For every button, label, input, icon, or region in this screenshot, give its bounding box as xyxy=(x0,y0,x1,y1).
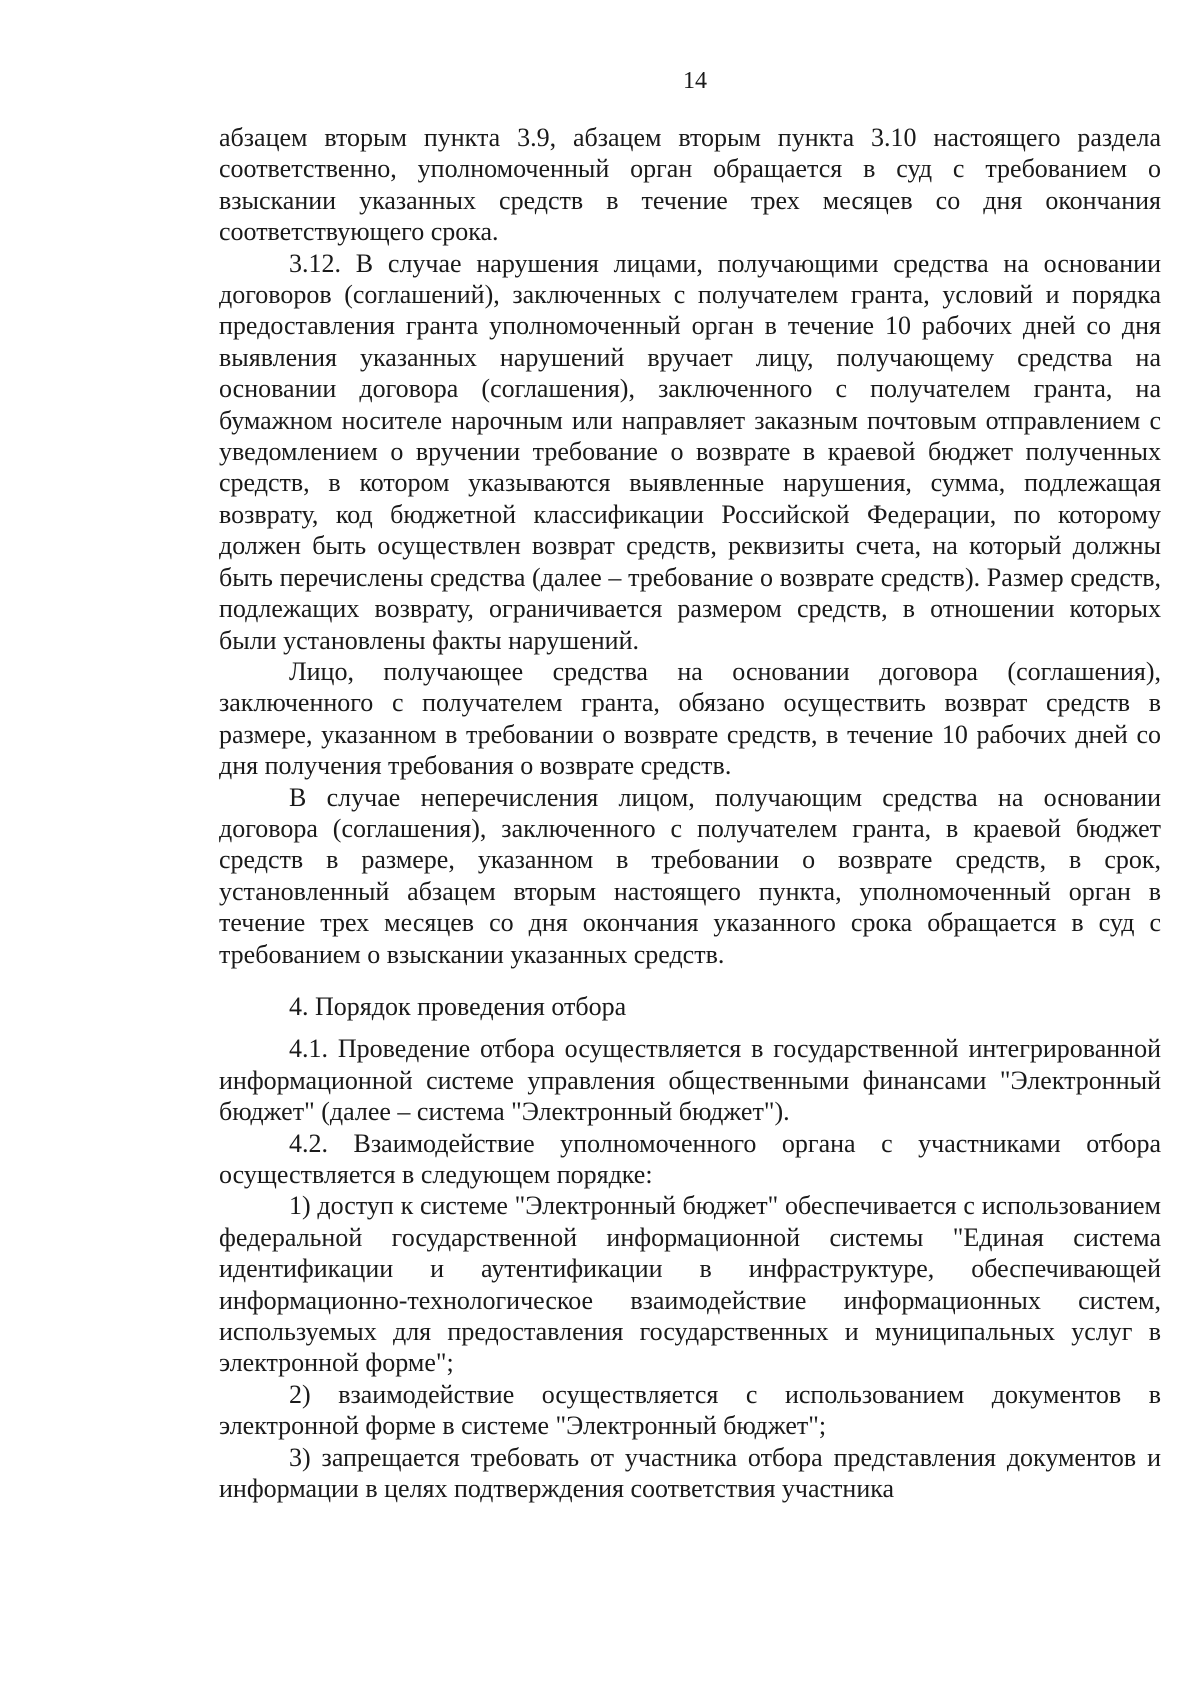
list-item-1: 1) доступ к системе "Электронный бюджет" обеспечивается с использованием федеральной государственной информационной системы "Единая система идентификации и аутентификации в инфраструктуре, обеспечивающей информационно-технологическое взаимодействие информационных систем, используемых для предоставления государственных и муниципальных услуг в электронной форме"; xyxy=(219,1191,1161,1378)
paragraph-continuation: абзацем вторым пункта 3.9, абзацем вторым пункта 3.10 настоящего раздела соответственно, уполномоченный орган обращается в суд с требованием о взыскании указанных средств в течение трех месяцев со дня окончания соответствующего срока. xyxy=(219,123,1161,247)
paragraph-3-12: 3.12. В случае нарушения лицами, получающими средства на основании договоров (соглашений), заключенных с получателем гранта, условий и порядка предоставления гранта уполномоченный орган в течение 10 рабочих дней со дня выявления указанных нарушений вручает лицу, получающему средства на основании договора (соглашения), заключенного с получателем гранта, на бумажном носителе нарочным или направляет заказным почтовым отправлением с уведомлением о вручении требование о возврате в краевой бюджет полученных средств, в котором указываются выявленные нарушения, сумма, подлежащая возврату, код бюджетной классификации Российской Федерации, по которому должен быть осуществлен возврат средств, реквизиты счета, на который должны быть перечислены средства (далее – требование о возврате средств). Размер средств, подлежащих возврату, ограничивается размером средств, в отношении которых были установлены факты нарушений. xyxy=(219,248,1161,655)
section-heading-4: 4. Порядок проведения отбора xyxy=(289,991,627,1021)
list-item-3: 3) запрещается требовать от участника отбора представления документов и информации в целях подтверждения соответствия участника xyxy=(219,1442,1161,1504)
paragraph-4-1: 4.1. Проведение отбора осуществляется в государственной интегрированной информационной системе управления общественными финансами "Электронный бюджет" (далее – система "Электронный бюджет"). xyxy=(219,1034,1161,1127)
paragraph-4-2: 4.2. Взаимодействие уполномоченного органа с участниками отбора осуществляется в следующем порядке: xyxy=(219,1128,1161,1189)
page-number: 14 xyxy=(683,68,707,94)
paragraph-court-claim: В случае неперечисления лицом, получающим средства на основании договора (соглашения), заключенного с получателем гранта, в краевой бюджет средств в размере, указанном в требовании о возврате средств, в срок, установленный абзацем вторым настоящего пункта, уполномоченный орган в течение трех месяцев со дня окончания указанного срока обращается в суд с требованием о взыскании указанных средств. xyxy=(219,782,1161,969)
list-item-2: 2) взаимодействие осуществляется с использованием документов в электронной форме в системе "Электронный бюджет"; xyxy=(219,1379,1161,1441)
paragraph-return-obligation: Лицо, получающее средства на основании договора (соглашения), заключенного с получателем гранта, обязано осуществить возврат средств в размере, указанном в требовании о возврате средств, в течение 10 рабочих дней со дня получения требования о возврате средств. xyxy=(219,656,1161,781)
document-body xyxy=(219,122,1161,1504)
